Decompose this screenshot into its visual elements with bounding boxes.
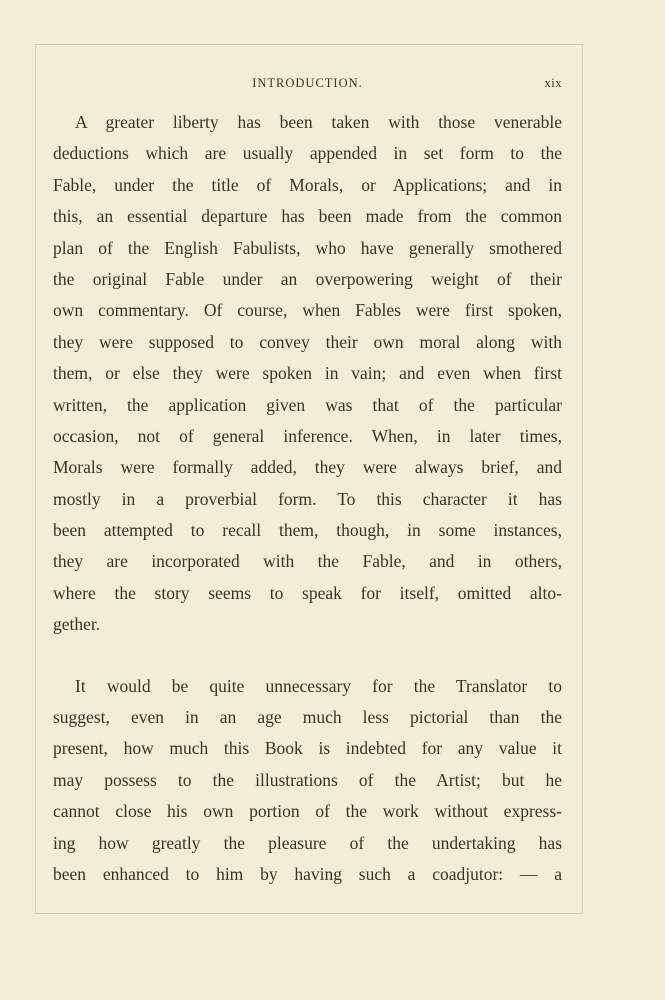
text-line: been attempted to recall them, though, in some instances,: [53, 520, 562, 541]
text-line: may possess to the illustrations of the Artist; but he: [53, 769, 562, 790]
text-line: they are incorporated with the Fable, and in others,: [53, 551, 562, 572]
text-line: suggest, even in an age much less pictorial than the: [53, 707, 562, 728]
text-line: gether.: [53, 614, 101, 635]
running-head: [53, 76, 562, 94]
text-line: cannot close his own portion of the work without express-: [53, 801, 562, 822]
text-line: ing how greatly the pleasure of the undertaking has: [53, 832, 562, 853]
paragraph-gap: [53, 641, 562, 671]
text-line: written, the application given was that of the particular: [53, 394, 562, 415]
running-title: INTRODUCTION.: [252, 76, 363, 90]
text-line: them, or else they were spoken in vain; and even when first: [53, 363, 562, 384]
text-line: deductions which are usually appended in set form to the: [53, 143, 562, 164]
text-line: the original Fable under an overpowering weight of their: [53, 268, 562, 289]
text-line: where the story seems to speak for itself, omitted alto-: [53, 582, 562, 603]
paragraph: [53, 107, 562, 641]
text-line: Fable, under the title of Morals, or Applications; and in: [53, 174, 562, 195]
body-text: [53, 107, 562, 890]
page-number: xix: [544, 76, 562, 90]
text-line: mostly in a proverbial form. To this character it has: [53, 488, 562, 509]
text-line: Morals were formally added, they were always brief, and: [53, 457, 562, 478]
text-line: It would be quite unnecessary for the Translator to: [75, 675, 562, 696]
text-line: been enhanced to him by having such a coadjutor: — a: [53, 863, 562, 884]
text-line: plan of the English Fabulists, who have generally smothered: [53, 237, 562, 258]
text-line: A greater liberty has been taken with those venerable: [75, 112, 562, 132]
text-line: own commentary. Of course, when Fables were first spoken,: [53, 300, 562, 321]
text-line: they were supposed to convey their own moral along with: [53, 331, 562, 352]
text-line: this, an essential departure has been made from the common: [53, 206, 562, 227]
text-line: present, how much this Book is indebted for any value it: [53, 738, 562, 759]
paragraph: [53, 671, 562, 891]
text-line: occasion, not of general inference. When, in later times,: [53, 425, 562, 446]
